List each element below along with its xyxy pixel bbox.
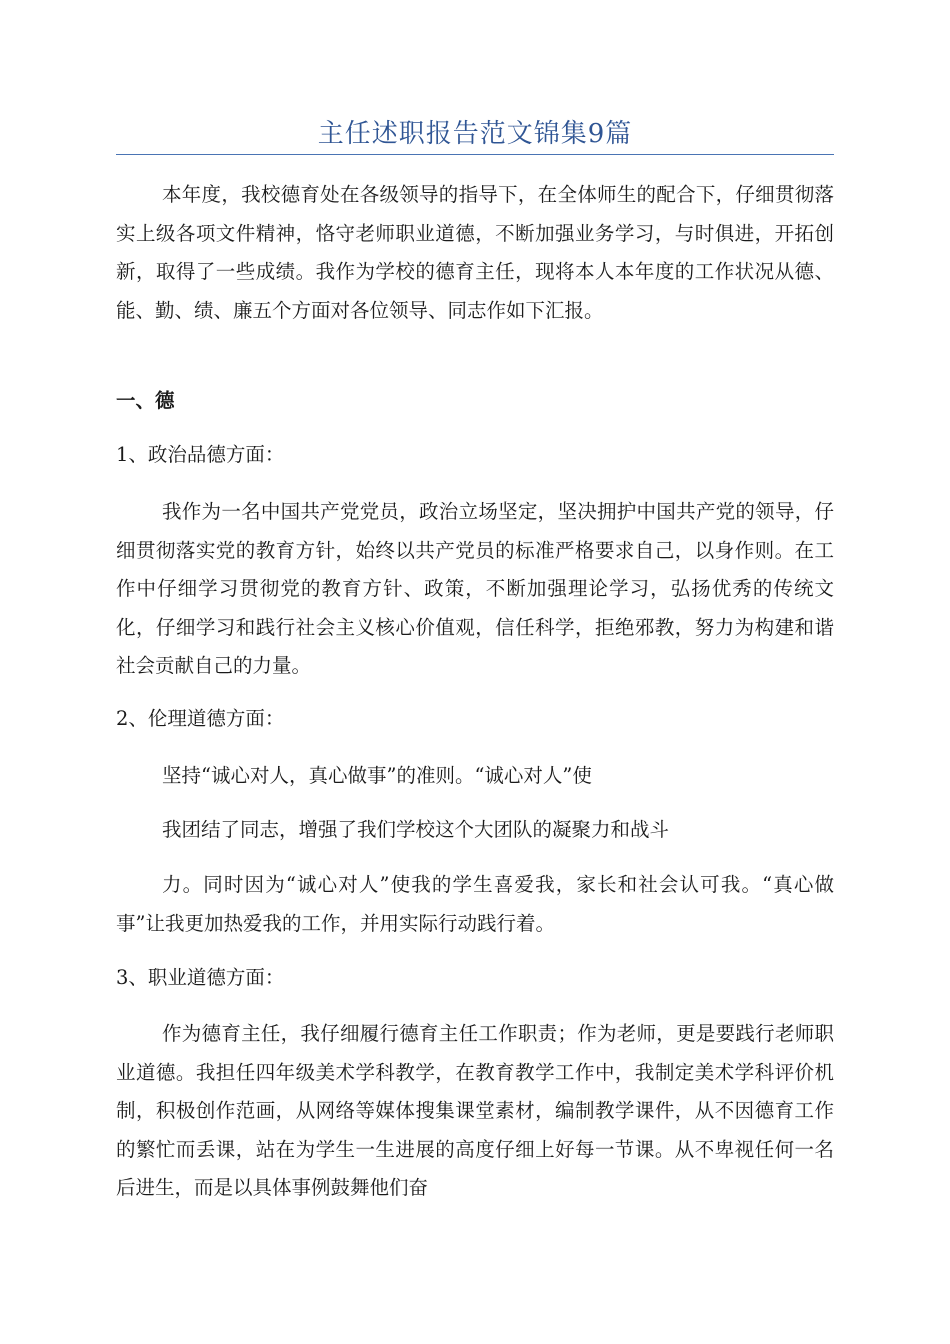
document-page [116, 0, 834, 1344]
intro-paragraph: 本年度，我校德育处在各级领导的指导下，在全体师生的配合下，仔细贯彻落实上级各项文件精神，恪守老师职业道德，不断加强业务学习，与时俱进，开拓创新，取得了一些成绩。我作为学校的德育主任，现将本人本年度的工作状况从德、能、勤、绩、廉五个方面对各位领导、同志作如下汇报。 [116, 183, 834, 322]
ethics-line-2: 我团结了同志，增强了我们学校这个大团队的凝聚力和战斗 [162, 818, 670, 841]
political-morality-paragraph: 我作为一名中国共产党党员，政治立场坚定，坚决拥护中国共产党的领导，仔细贯彻落实党的教育方针，始终以共产党员的标准严格要求自己，以身作则。在工作中仔细学习贯彻党的教育方针、政策，不断加强理论学习，弘扬优秀的传统文化，仔细学习和践行社会主义核心价值观，信任科学，拒绝邪教，努力为构建和谐社会贡献自己的力量。 [116, 500, 834, 677]
subheading-ethics: 2、伦理道德方面： [116, 707, 285, 730]
document-title: 主任述职报告范文锦集9篇 [317, 119, 633, 149]
ethics-paragraph: 力。同时因为“诚心对人”使我的学生喜爱我，家长和社会认可我。“真心做事”让我更加热爱我的工作，并用实际行动践行着。 [116, 873, 834, 935]
ethics-line-1: 坚持“诚心对人，真心做事”的准则。“诚心对人”使 [162, 764, 592, 787]
subheading-professional-ethics: 3、职业道德方面： [116, 966, 285, 989]
title-underline [116, 154, 834, 155]
subheading-political-morality: 1、政治品德方面： [116, 443, 285, 466]
professional-ethics-paragraph: 作为德育主任，我仔细履行德育主任工作职责；作为老师，更是要践行老师职业道德。我担任四年级美术学科教学，在教育教学工作中，我制定美术学科评价机制，积极创作范画，从网络等媒体搜集课堂素材，编制教学课件，从不因德育工作的繁忙而丢课，站在为学生一生进展的高度仔细上好每一节课。从不卑视任何一名后进生，而是以具体事例鼓舞他们奋 [116, 1022, 834, 1199]
section-heading-virtue: 一、德 [116, 389, 175, 412]
